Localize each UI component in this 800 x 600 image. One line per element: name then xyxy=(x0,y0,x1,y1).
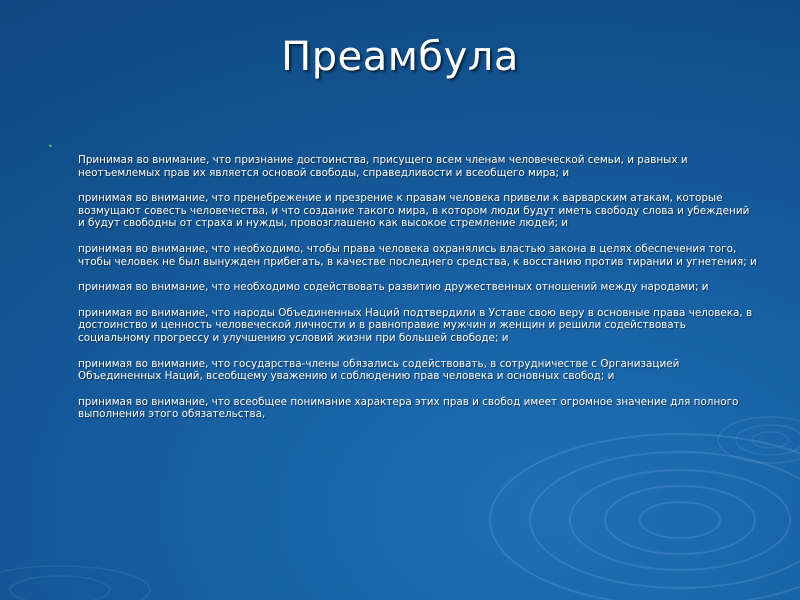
slide-title: Преамбула xyxy=(281,34,519,80)
ripple-ring xyxy=(10,576,110,600)
bullet-icon: • xyxy=(48,142,53,151)
paragraph: принимая во внимание, что народы Объединенных Наций подтвердили в Уставе свою веру в основные права человека, в достоинство и ценность человеческой личности и в равноправие мужчин и женщин и решили содействовать социальному прогрессу и улучшению условий жизни при большей свободе; и xyxy=(78,306,753,344)
paragraph: принимая во внимание, что необходимо, чтобы права человека охранялись властью закона в целях обеспечения того, чтобы человек не был вынужден прибегать, в качестве последнего средства, к восстанию против тирании и угнетения; и xyxy=(78,242,757,268)
preamble-text xyxy=(78,154,758,434)
ripple-ring xyxy=(640,502,720,538)
ripple-ring xyxy=(752,432,788,448)
paragraph: принимая во внимание, что пренебрежение и презрение к правам человека привели к варварским атакам, которые возмущают совесть человечества, и что создание такого мира, в котором люди будут иметь свободу слова и убеждений и будут свободны от страха и нужды, провозглашено как высокое стремление людей; и xyxy=(78,192,750,230)
paragraph: принимая во внимание, что всеобщее понимание характера этих прав и свобод имеет огромное значение для полного выполнения этого обязательства, xyxy=(78,395,739,421)
ripple-ring xyxy=(490,434,800,600)
ripple-ring xyxy=(0,566,150,600)
ripple-ring xyxy=(605,486,755,554)
paragraph: принимая во внимание, что необходимо содействовать развитию дружественных отношений между народами; и xyxy=(78,281,709,294)
paragraph: Принимая во внимание, что признание достоинства, присущего всем членам человеческой семьи, и равных и неотъемлемых прав их является основой свободы, справедливости и всеобщего мира; и xyxy=(78,154,688,179)
paragraph: принимая во внимание, что государства-члены обязались содействовать, в сотрудничестве с Организацией Объединенных Наций, всеобщему уважению и соблюдению прав человека и основных свобод; и xyxy=(78,357,680,383)
